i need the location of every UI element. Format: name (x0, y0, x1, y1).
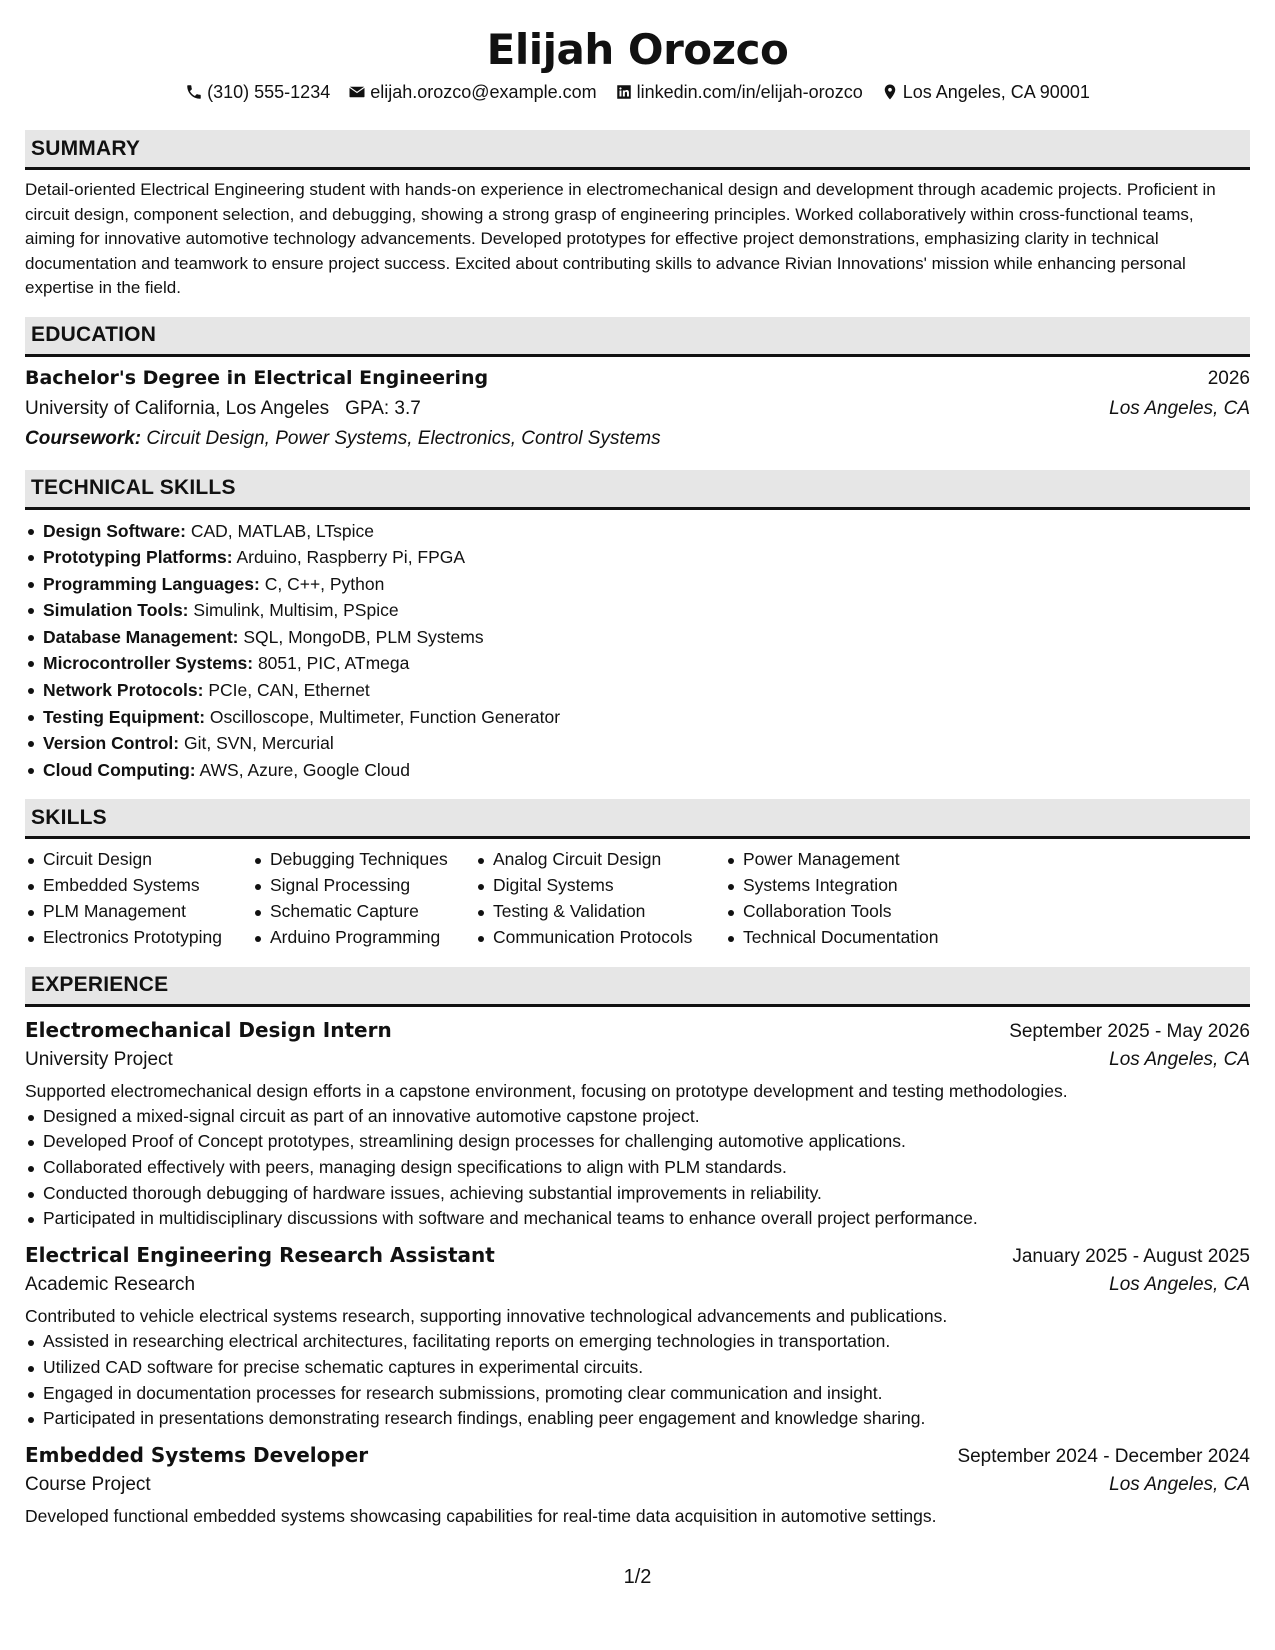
job-entry (25, 1015, 1250, 1233)
list-item: Debugging Techniques (252, 847, 475, 873)
map-pin-icon (881, 83, 899, 101)
contact-linkedin-text: linkedin.com/in/elijah-orozco (636, 82, 863, 102)
skills-heading: SKILLS (25, 799, 1250, 839)
list-item: Analog Circuit Design (475, 847, 725, 873)
skills-column-3 (475, 847, 725, 950)
job-title: Electromechanical Design Intern (25, 1017, 392, 1042)
skill-label: Programming Languages: (43, 573, 260, 594)
skill-value: SQL, MongoDB, PLM Systems (243, 626, 484, 647)
skill-value: Git, SVN, Mercurial (184, 733, 334, 754)
skill-value: AWS, Azure, Google Cloud (199, 759, 410, 780)
school-name: University of California, Los Angeles (25, 397, 330, 419)
candidate-name: Elijah Orozco (486, 25, 789, 74)
skill-label: Design Software: (43, 520, 186, 541)
contact-email[interactable] (348, 80, 596, 104)
list-item (25, 571, 1250, 598)
job-title: Embedded Systems Developer (25, 1442, 369, 1467)
list-item: Testing & Validation (475, 899, 725, 925)
school-line (25, 394, 421, 424)
list-item: Designed a mixed-signal circuit as part of an innovative automotive capstone project. (25, 1104, 1250, 1130)
job-location: Los Angeles, CA (1109, 1274, 1250, 1296)
list-item: Utilized CAD software for precise schematic captures in experimental circuits. (25, 1355, 1250, 1381)
skill-value: PCIe, CAN, Ethernet (208, 680, 370, 701)
contact-phone-text: (310) 555-1234 (207, 82, 331, 102)
skill-value: 8051, PIC, ATmega (257, 653, 410, 674)
list-item: Embedded Systems (25, 873, 252, 899)
contact-bar (25, 80, 1250, 104)
list-item (25, 624, 1250, 651)
contact-location-text: Los Angeles, CA 90001 (902, 82, 1090, 102)
skill-value: Simulink, Multisim, PSpice (193, 600, 399, 621)
job-bullets (25, 1104, 1250, 1233)
education-entry (25, 363, 1250, 454)
list-item: Engaged in documentation processes for research submissions, promoting clear communication and insight. (25, 1381, 1250, 1407)
education-heading: EDUCATION (25, 317, 1250, 357)
list-item: Participated in presentations demonstrating research findings, enabling peer engagement and knowledge sharing. (25, 1406, 1250, 1432)
technical-skills-heading: TECHNICAL SKILLS (25, 470, 1250, 510)
degree-title: Bachelor's Degree in Electrical Engineering (25, 366, 489, 389)
list-item (25, 650, 1250, 677)
job-location: Los Angeles, CA (1109, 1048, 1250, 1070)
page-number: 1/2 (623, 1566, 652, 1588)
skills-column-2 (252, 847, 475, 950)
technical-skills-list (25, 518, 1250, 784)
skill-value: Oscilloscope, Multimeter, Function Generator (209, 706, 561, 727)
list-item (25, 704, 1250, 731)
skill-label: Database Management: (43, 626, 239, 647)
list-item: Assisted in researching electrical architectures, facilitating reports on emerging technologies in transportation. (25, 1329, 1250, 1355)
contact-email-text: elijah.orozco@example.com (370, 82, 597, 102)
job-dates: September 2024 - December 2024 (957, 1445, 1250, 1467)
list-item: Arduino Programming (252, 925, 475, 951)
job-description: Developed functional embedded systems showcasing capabilities for real-time data acquisition in automotive settings. (25, 1505, 937, 1526)
job-location: Los Angeles, CA (1109, 1473, 1250, 1495)
list-item: Schematic Capture (252, 899, 475, 925)
coursework-label: Coursework: (25, 427, 142, 449)
skill-label: Prototyping Platforms: (43, 547, 233, 568)
phone-icon (185, 83, 203, 101)
job-org: Academic Research (25, 1274, 196, 1296)
list-item: PLM Management (25, 899, 252, 925)
skills-column-4 (725, 847, 985, 950)
skill-value: Arduino, Raspberry Pi, FPGA (236, 547, 466, 568)
job-description: Contributed to vehicle electrical systems research, supporting innovative technological advancements and publications. (25, 1306, 948, 1327)
skill-label: Simulation Tools: (43, 600, 189, 621)
skill-value: CAD, MATLAB, LTspice (190, 520, 374, 541)
list-item: Collaborated effectively with peers, managing design specifications to align with PLM standards. (25, 1155, 1250, 1181)
graduation-year: 2026 (1207, 367, 1250, 389)
contact-phone[interactable] (185, 80, 330, 104)
skill-label: Testing Equipment: (43, 706, 206, 727)
skill-label: Network Protocols: (43, 680, 204, 701)
skills-grid (25, 847, 1250, 950)
job-dates: January 2025 - August 2025 (1012, 1246, 1250, 1268)
list-item: Systems Integration (725, 873, 985, 899)
list-item (25, 518, 1250, 545)
list-item: Collaboration Tools (725, 899, 985, 925)
list-item (25, 757, 1250, 784)
job-entry (25, 1240, 1250, 1432)
skill-label: Cloud Computing: (43, 759, 196, 780)
contact-location (881, 80, 1090, 104)
skills-column-1 (25, 847, 252, 950)
job-dates: September 2025 - May 2026 (1009, 1020, 1250, 1042)
list-item (25, 597, 1250, 624)
resume-page (25, 0, 1250, 1529)
gpa: GPA: 3.7 (345, 397, 421, 419)
school-location: Los Angeles, CA (1109, 397, 1250, 419)
job-org: Course Project (25, 1473, 151, 1495)
list-item: Circuit Design (25, 847, 252, 873)
job-bullets (25, 1329, 1250, 1432)
list-item: Technical Documentation (725, 925, 985, 951)
job-org: University Project (25, 1048, 173, 1070)
list-item: Communication Protocols (475, 925, 725, 951)
summary-heading: SUMMARY (25, 130, 1250, 170)
list-item: Digital Systems (475, 873, 725, 899)
list-item: Signal Processing (252, 873, 475, 899)
list-item (25, 730, 1250, 757)
coursework-list: Circuit Design, Power Systems, Electronics, Control Systems (146, 427, 661, 449)
linkedin-icon (615, 83, 633, 101)
experience-heading: EXPERIENCE (25, 967, 1250, 1007)
list-item (25, 677, 1250, 704)
skill-label: Version Control: (43, 733, 180, 754)
contact-linkedin[interactable] (615, 80, 863, 104)
list-item: Power Management (725, 847, 985, 873)
list-item: Conducted thorough debugging of hardware issues, achieving substantial improvements in reliability. (25, 1181, 1250, 1207)
list-item (25, 544, 1250, 571)
coursework-line (25, 424, 1250, 454)
skill-value: C, C++, Python (264, 573, 385, 594)
skill-label: Microcontroller Systems: (43, 653, 254, 674)
list-item: Developed Proof of Concept prototypes, streamlining design processes for challenging automotive applications. (25, 1129, 1250, 1155)
job-entry (25, 1440, 1250, 1529)
job-description: Supported electromechanical design efforts in a capstone environment, focusing on prototype development and testing methodologies. (25, 1080, 1068, 1101)
summary-text: Detail-oriented Electrical Engineering student with hands-on experience in electromechanical design and development through academic projects. Proficient in circuit design, component selection, and debugging, showing a strong grasp of engineering principles. Worked collaboratively within cross-functional teams, aiming for innovative automotive technology advancements. Developed prototypes for effective project demonstrations, emphasizing clarity in technical documentation and teamwork to ensure project success. Excited about contributing skills to advance Rivian Innovations' mission while enhancing personal expertise in the field. (25, 180, 1216, 297)
envelope-icon (348, 83, 366, 101)
list-item: Electronics Prototyping (25, 925, 252, 951)
job-title: Electrical Engineering Research Assistant (25, 1243, 495, 1268)
list-item: Participated in multidisciplinary discussions with software and mechanical teams to enhance overall project performance. (25, 1206, 1250, 1232)
